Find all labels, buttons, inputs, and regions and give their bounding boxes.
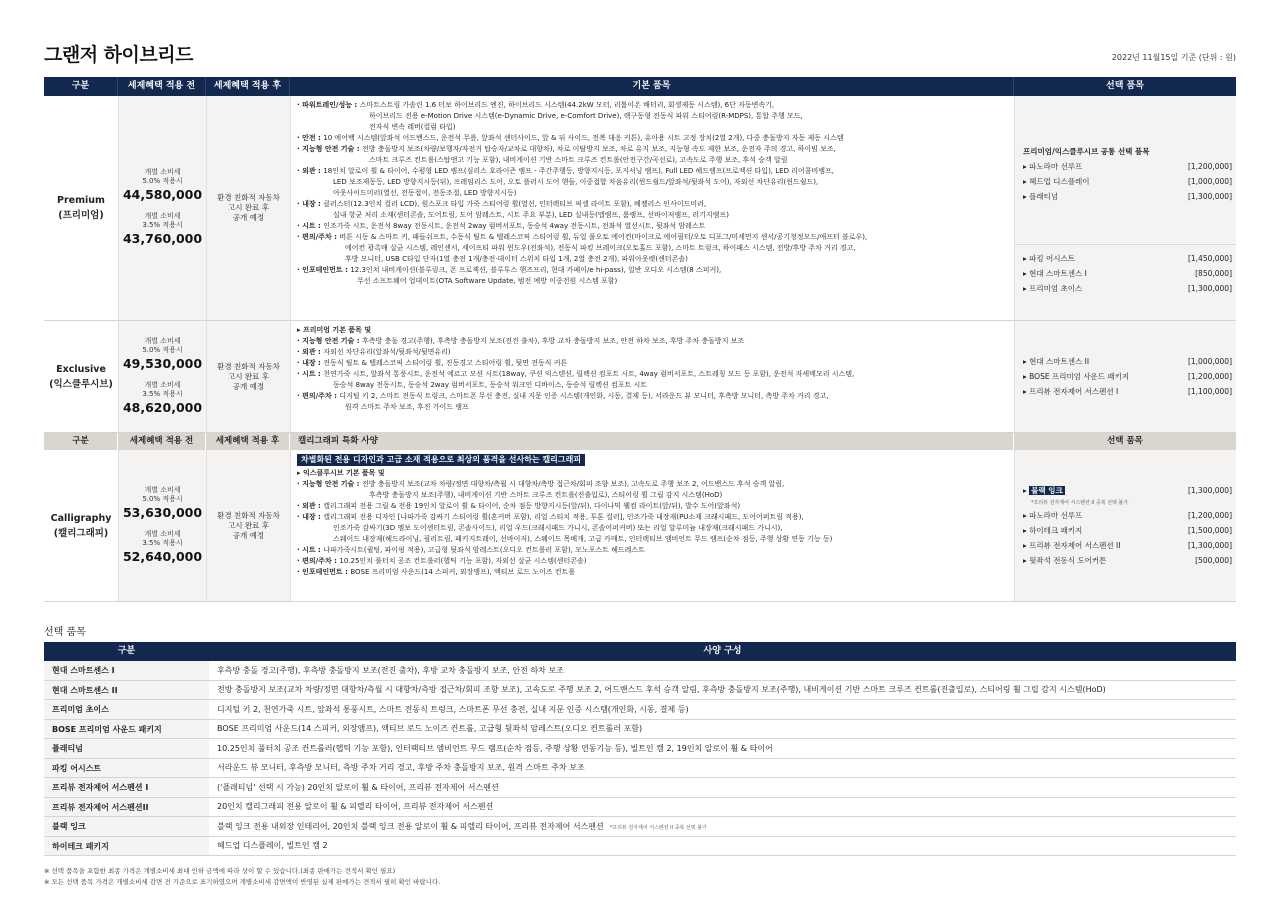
feature-line — [297, 232, 1008, 243]
options-table-header — [44, 642, 1236, 661]
feature-text: 디지털 키 2, 스마트 전동식 트렁크, 스마트폰 무선 충전, 실내 지문 인증 시스템(개인화, 시동, 결제 등), 서라운드 뷰 모니터, 후측방 모니터, 측방 주차 거리 경고, — [339, 392, 829, 400]
feature-line — [297, 501, 1008, 512]
trim-name: Calligraphy (캘리그래피) — [50, 512, 112, 539]
table-row — [44, 837, 1236, 857]
feature-line — [297, 325, 1008, 336]
feature-text: 스마트스트림 가솔린 1.6 터보 하이브리드 엔진, 하이브리드 시스템(44.2kW 모터, 리튬이온 배터리, 회생제동 시스템), 6단 자동변속기, — [359, 101, 775, 109]
header-basic: 기본 품목 — [290, 77, 1014, 96]
option-price: [1,300,000] — [1187, 541, 1232, 550]
feature-line — [297, 468, 1008, 479]
tax-label-35: 개별 소비세 3.5% 적용시 — [142, 529, 183, 547]
feature-line — [297, 391, 1008, 402]
tax-label-5: 개별 소비세 5.0% 적용시 — [142, 336, 183, 354]
feature-category: · 시트 : — [297, 222, 324, 230]
option-spec-text: 20인치 캘리그래피 전용 알로이 휠 & 피렐리 타이어, 프리뷰 전자제어 서스펜션 — [217, 802, 494, 812]
option-spec-text: 서라운드 뷰 모니터, 후측방 모니터, 측방 주차 거리 경고, 후방 주차 충돌방지 보조, 원격 스마트 주차 보조 — [217, 763, 585, 773]
feature-line — [297, 545, 1008, 556]
calligraphy-banner: 차별화된 전용 디자인과 고급 소재 적용으로 최상의 품격을 선사하는 캘리그래피 — [297, 454, 585, 466]
option-name: ▸ 하이테크 패키지 — [1023, 526, 1083, 535]
feature-category: · 안전 : — [297, 134, 324, 142]
feature-text: 실내 항균 처리 소재(센터콘솔, 도어트림, 도어 암레스트, 시트 주요 부분), LED 실내등(맵램프, 룸램프, 선바이저램프, 러기지램프) — [333, 211, 729, 219]
option-label: 프리뷰 전자제어 서스펜션 I — [44, 778, 209, 797]
option-spec-text: ('플래티넘' 선택 시 가능) 20인치 알로이 휠 & 타이어, 프리뷰 전자제어 서스펜션 — [217, 782, 499, 792]
feature-line — [297, 276, 1008, 287]
option-spec-text: 전방 충돌방지 보조(교차 차량/정면 대향차/측월 시 대향차/측방 접근차/회피 조향 보조), 고속도로 주행 보조 2, 어드밴스드 후석 승객 알림, 후측방 충돌방지 보조(주행), 내비게이션 기반 스마트 크루즈 컨트롤(진출입로), 스티어링 휠 그립 감지 시스템(HoD) — [217, 685, 1106, 695]
feature-text: 스마트 크루즈 컨트롤(스탑앤고 기능 포함), 내비게이션 기반 스마트 크루즈 컨트롤(안전구간/곡선로), 고속도로 주행 보조, 후석 승객 알림 — [369, 156, 788, 164]
option-item — [1023, 174, 1232, 189]
footnotes — [44, 866, 440, 888]
feature-text: 18인치 알로이 휠 & 타이어, 수평형 LED 램프(심리스 호라이즌 램프 - 주간주행등, 방향지시등, 포지셔닝 램프), Full LED 헤드램프(프로젝션 타입), LED 리어콤비램프, — [323, 167, 834, 175]
option-price: [1,300,000] — [1187, 192, 1232, 201]
option-name: ▸ 헤드업 디스플레이 — [1023, 177, 1090, 186]
option-item — [1023, 508, 1232, 523]
feature-line — [297, 122, 1008, 133]
feature-text: LED 보조제동등, LED 방향지시등(뒤), 프레임리스 도어, 오토 플러시 도어 핸들, 이중접합 차음유리(윈드쉴드/앞좌석/뒷좌석 도어), 자외선 차단유리(윈드쉴드), — [333, 178, 819, 186]
option-price: [1,000,000] — [1187, 357, 1232, 366]
feature-line — [297, 144, 1008, 155]
option-price: [1,300,000] — [1187, 486, 1232, 495]
feature-text: 버튼 시동 & 스마트 키, 패들쉬프트, 수동식 틸트 & 텔레스코픽 스티어링 휠, 듀얼 풀오토 에어컨(마이크로 에어필터/오토 디포그/미세먼지 센서/공기청정모드/애프터 블로우), — [339, 233, 868, 241]
option-spec-note: *프리뷰 전자제어 서스펜션 II 중복 선택 불가 — [609, 824, 707, 831]
feature-text: 클러스터(12.3인치 컬러 LCD), 원스포크 타입 가죽 스티어링 휠(열선, 인터랙티브 픽셀 라이트 포함), 베젤리스 인사이드미러, — [323, 200, 707, 208]
basic-features — [290, 450, 1014, 601]
footnote: ※ 모든 선택 품목 가격은 개별소비세 감면 전 기준으로 표기하였으며 개별소비세 감면액이 반영된 실제 판매가는 견적서 필히 확인 바랍니다. — [44, 878, 441, 886]
option-item — [1023, 189, 1232, 204]
feature-text: 스웨이드 내장재(헤드라이닝, 필러트림, 패키지트레이, 선바이저), 스웨이드 목베개, 고급 카매트, 인터랙티브 앰비언트 무드 램프(순차 점등, 주행 상황 연동 기능 등) — [333, 535, 833, 543]
option-label: 현대 스마트센스 II — [44, 681, 209, 700]
option-label: 파킹 어시스트 — [44, 759, 209, 778]
option-name: ▸ 현대 스마트센스 II — [1023, 357, 1090, 366]
options-section-title: 선택 품목 — [44, 627, 86, 638]
feature-category: · 내장 : — [297, 200, 324, 208]
cert-note: 환경 친화적 자동차 고시 완료 후 공개 예정 — [206, 321, 290, 432]
option-item — [1023, 483, 1232, 498]
feature-line — [297, 199, 1008, 210]
feature-text: 후측방 충돌 경고(주행), 후측방 충돌방지 보조(전진 출차), 후방 교차 충돌방지 보조, 안전 하차 보조, 후방 주차 충돌방지 보조 — [361, 337, 745, 345]
feature-category: · 인포테인먼트 : — [297, 568, 351, 576]
feature-line — [297, 556, 1008, 567]
options-spec-table — [44, 642, 1236, 856]
options-cell — [1014, 450, 1236, 601]
feature-text: 원격 스마트 주차 보조, 후진 가이드 램프 — [345, 403, 469, 411]
feature-category: · 지능형 안전 기술 : — [297, 145, 362, 153]
cert-note: 환경 친화적 자동차 고시 완료 후 공개 예정 — [206, 96, 290, 320]
option-item — [1023, 553, 1232, 568]
options-cell — [1014, 321, 1236, 432]
feature-category: · 파워트레인/성능 : — [297, 101, 360, 109]
option-name: ▸ 파노라마 선루프 — [1023, 511, 1083, 520]
option-spec-text: 디지털 키 2, 천연가죽 시트, 앞좌석 통풍시트, 스마트 전동식 트렁크, 스마트폰 무선 충전, 실내 지문 인증 시스템(개인화, 시동, 결제 등) — [217, 704, 689, 714]
table-row — [44, 817, 1236, 837]
option-label: 프리미엄 초이스 — [44, 700, 209, 719]
option-spec-text: 헤드업 디스플레이, 빌트인 캠 2 — [217, 841, 328, 851]
feature-line — [297, 100, 1008, 111]
feature-line — [297, 523, 1008, 534]
option-name: ▸ BOSE 프리미엄 사운드 패키지 — [1023, 372, 1130, 381]
basic-features — [290, 321, 1014, 432]
option-spec-text: 10.25인치 풀터치 공조 컨트롤러(햅틱 기능 포함), 인터랙티브 앰비언트 무드 램프(순차 점등, 주행 상황 연동기능 등), 빌트인 캠 2, 19인치 알로이 휠 & 타이어 — [217, 743, 773, 753]
table-row — [44, 778, 1236, 798]
price-cell — [118, 321, 206, 432]
options-group-title: 프리미엄/익스클루시브 공통 선택 품목 — [1023, 147, 1150, 156]
option-item — [1023, 159, 1232, 174]
option-price: [1,100,000] — [1187, 387, 1232, 396]
feature-category: · 외관 : — [297, 502, 324, 510]
option-item — [1023, 251, 1232, 266]
option-spec-text: 후측방 충돌 경고(주행), 후측방 충돌방지 보조(전진 출차), 후방 교차 충돌방지 보조, 안전 하차 보조 — [217, 665, 564, 675]
price-35: 48,620,000 — [122, 399, 203, 415]
price-cell — [118, 96, 206, 320]
option-note: *프리뷰 전자제어 서스펜션 II 중복 선택 불가 — [1031, 500, 1129, 506]
option-spec-text: 블랙 잉크 전용 내외장 인테리어, 20인치 블랙 잉크 전용 알로이 휠 & 피렐리 타이어, 프리뷰 전자제어 서스펜션 — [217, 821, 604, 831]
options-cell — [1014, 96, 1236, 320]
feature-text: 천연가죽 시트, 앞좌석 통풍시트, 운전석 에르고 모션 시트(18way, 쿠션 익스텐션, 릴렉션 컴포트 시트, 4way 럼버서포트, 스트레칭 모드 등 포함), 운전석 자세메모리 시스템, — [323, 370, 855, 378]
basic-features — [290, 96, 1014, 320]
option-item — [1023, 369, 1232, 384]
feature-text: 자외선 차단유리(앞좌석/뒷좌석/뒷면유리) — [323, 348, 451, 356]
feature-category: · 편의/주차 : — [297, 233, 340, 241]
option-item — [1023, 538, 1232, 553]
feature-category: · 지능형 안전 기술 : — [297, 337, 362, 345]
feature-text: 무선 소프트웨어 업데이트(OTA Software Update, 범전 예방 이중전원 시스템 포함) — [357, 277, 618, 285]
feature-line — [297, 347, 1008, 358]
feature-line — [297, 265, 1008, 276]
feature-text: 캘리그래피 전용 그릴 & 전용 19인치 알로이 휠 & 타이어, 순차 점등 방향지시등(앞/뒤), 다이나믹 웰컴 라이트(앞/뒤), 발수 도어(앞좌석) — [323, 502, 741, 510]
tax-label-35: 개별 소비세 3.5% 적용시 — [142, 380, 183, 398]
feature-line — [297, 534, 1008, 545]
header-options: 선택 품목 — [1106, 81, 1144, 91]
feature-text: 인조가죽 시트, 운전석 8way 전동시트, 운전석 2way 럼버서포트, 동승석 4way 전동시트, 전좌석 열선시트, 뒷좌석 암레스트 — [323, 222, 706, 230]
option-price: [1,200,000] — [1187, 372, 1232, 381]
table-row — [44, 700, 1236, 720]
option-price: [500,000] — [1195, 556, 1232, 565]
feature-category: · 인포테인먼트 : — [297, 266, 351, 274]
feature-text: 나파가죽시트(퀼팅, 파이핑 적용), 고급형 뒷좌석 암레스트(오디오 컨트롤러 포함), 모노포스트 헤드레스트 — [323, 546, 645, 554]
feature-text: 에어컨 광촉매 살균 시스템, 레인센서, 세이프티 파워 윈도우(전좌석), 전동식 파킹 브레이크(오토홀드 포함), 스마트 트렁크, 하이패스 시스템, 전방/후방 주차 거리 경고, — [345, 244, 856, 252]
option-label: 하이테크 패키지 — [44, 837, 209, 856]
option-prefix: ▸ — [1023, 486, 1030, 495]
feature-category: · 외관 : — [297, 348, 324, 356]
header-price-before: 세제혜택 적용 전 — [118, 77, 206, 96]
price-5: 44,580,000 — [122, 187, 203, 202]
table-row — [44, 759, 1236, 779]
header-price-before: 세제혜택 적용 전 — [118, 433, 206, 450]
price-table — [44, 77, 1236, 602]
option-spec-text: BOSE 프리미엄 사운드(14 스피커, 외장앰프), 액티브 로드 노이즈 컨트롤, 고급형 뒷좌석 암레스트(오디오 컨트롤러 포함) — [217, 724, 643, 734]
header-trim: 구분 — [44, 77, 118, 96]
option-item — [1023, 281, 1232, 296]
feature-text: BOSE 프리미엄 사운드(14 스피커, 외장앰프), 액티브 로드 노이즈 컨트롤 — [350, 568, 576, 576]
feature-text: 인조가죽 감싸기(3D 엠보 도어센터트림, 콘솔사이드), 리얼 우드(크래시패드 가니시, 콘솔어퍼커버) 또는 리얼 알루미늄 내장재(크래시패드 가니시), — [333, 524, 783, 532]
table-header — [44, 77, 1236, 96]
option-price: [1,450,000] — [1187, 254, 1232, 263]
feature-text: 전자식 변속 레버(컬럼 타입) — [369, 123, 456, 131]
option-price: [850,000] — [1195, 269, 1232, 278]
feature-category: ▸ 프리미엄 기본 품목 및 — [297, 326, 372, 334]
option-name: ▸ 파킹 어시스트 — [1023, 254, 1076, 263]
header-price-after: 세제혜택 적용 후 — [206, 433, 290, 450]
trim-row-calligraphy — [44, 450, 1236, 602]
price-5: 49,530,000 — [122, 355, 203, 371]
feature-text: 12.3인치 내비게이션(블루링크, 폰 프로젝션, 블루투스 핸즈프리, 현대 카페이/e hi-pass), 일반 오디오 시스템(8 스피커), — [350, 266, 722, 274]
option-item — [1023, 384, 1232, 399]
option-label: BOSE 프리미엄 사운드 패키지 — [44, 720, 209, 739]
feature-line — [297, 512, 1008, 523]
feature-line — [297, 402, 1008, 413]
table-row — [44, 720, 1236, 740]
table-row — [44, 739, 1236, 759]
header-trim: 구분 — [44, 433, 118, 450]
option-label: 플래티넘 — [44, 739, 209, 758]
price-35: 52,640,000 — [122, 548, 203, 564]
header-name: 구분 — [117, 646, 136, 656]
option-item — [1023, 354, 1232, 369]
header-options: 선택 품목 — [1107, 436, 1143, 446]
table-row — [44, 798, 1236, 818]
trim-row-exclusive — [44, 321, 1236, 433]
option-price: [1,200,000] — [1187, 511, 1232, 520]
feature-category: · 편의/주차 : — [297, 392, 340, 400]
footnote: ※ 선택 품목을 포함한 최종 가격은 개별소비세 최대 인하 금액에 따라 상이 할 수 있습니다.(최종 판매가는 견적서 확인 필요) — [44, 867, 396, 875]
feature-category: · 내장 : — [297, 359, 324, 367]
option-price: [1,300,000] — [1187, 284, 1232, 293]
option-spec — [209, 723, 1236, 734]
option-name: ▸ 프리뷰 전자제어 서스펜션 I — [1023, 387, 1119, 396]
option-name: ▸ 플래티넘 — [1023, 192, 1059, 201]
option-spec — [209, 743, 1236, 754]
feature-text: 10.25인치 풀터치 공조 컨트롤러(햅틱 기능 포함), 자외선 살균 시스템(센터콘솔) — [339, 557, 587, 565]
price-date: 2022년 11월15일 기준 (단위 : 원) — [1111, 53, 1236, 62]
feature-line — [297, 358, 1008, 369]
option-spec — [209, 840, 1236, 851]
tax-label-35: 개별 소비세 3.5% 적용시 — [142, 212, 183, 229]
option-item — [1023, 523, 1232, 538]
table-row — [44, 661, 1236, 681]
option-label: 현대 스마트센스 I — [44, 661, 209, 680]
feature-text: 동승석 8way 전동시트, 동승석 2way 럼버서포트, 동승석 워크인 디바이스, 동승석 릴렉션 컴포트 시트 — [333, 381, 648, 389]
feature-category: · 지능형 안전 기술 : — [297, 480, 362, 488]
price-cell — [118, 450, 206, 601]
feature-category: ▸ 익스클루시브 기본 품목 및 — [297, 469, 385, 477]
feature-text: 전동식 틸트 & 텔레스코픽 스티어링 휠, 진동경고 스티어링 휠, 뒷면 전동식 커튼 — [323, 359, 568, 367]
feature-line — [297, 133, 1008, 144]
feature-text: 후측방 충돌방지 보조(주행), 내비게이션 기반 스마트 크루즈 컨트롤(진출입로), 스티어링 휠 그립 감지 시스템(HoD) — [369, 491, 723, 499]
option-label: 프리뷰 전자제어 서스펜션II — [44, 798, 209, 817]
feature-text: 아웃사이드미러(열선, 전동접이, 전동조절, LED 방향지시등) — [333, 189, 517, 197]
feature-line — [297, 380, 1008, 391]
option-spec — [209, 782, 1236, 793]
feature-text: 10 에어백 시스템(앞좌석 어드밴스드, 운전석 무릎, 앞좌석 센터사이드, 앞 & 뒤 사이드, 전복 대응 커튼), 유아용 시트 고정 장치(2열 2개), 다중 충돌방지 자동 제동 시스템 — [323, 134, 844, 142]
option-name-highlight: 블랙 잉크 — [1031, 486, 1063, 495]
option-name: ▸ 뒷좌석 전동식 도어커튼 — [1023, 556, 1107, 565]
header-calligraphy: 캘리그래피 특화 사양 — [290, 433, 1014, 450]
feature-line — [297, 254, 1008, 265]
trim-name: Exclusive (익스클루시브) — [49, 363, 113, 390]
feature-category: · 내장 : — [297, 513, 324, 521]
feature-category: · 외관 : — [297, 167, 324, 175]
option-spec — [209, 704, 1236, 715]
feature-text: 전방 충돌방지 보조(교차 차량/정면 대향차/측월 시 대향차/측방 접근차/회피 조향 보조), 고속도로 주행 보조 2, 어드밴스드 후석 승객 알림, — [361, 480, 785, 488]
cert-note: 환경 친화적 자동차 고시 완료 후 공개 예정 — [206, 450, 290, 601]
option-spec — [209, 665, 1236, 676]
feature-line — [297, 166, 1008, 177]
option-name: ▸ 프리미엄 초이스 — [1023, 284, 1083, 293]
feature-line — [297, 111, 1008, 122]
option-price: [1,000,000] — [1187, 177, 1232, 186]
option-spec — [209, 684, 1236, 695]
feature-text: 전방 충돌방지 보조(차량/보행자/자전거 탑승자/교차로 대향차), 차로 이탈방지 보조, 차로 유지 보조, 지능형 속도 제한 보조, 운전자 주의 경고, 하이빔 보조, — [361, 145, 836, 153]
feature-line — [297, 369, 1008, 380]
option-name: ▸ 프리뷰 전자제어 서스펜션 II — [1023, 541, 1121, 550]
feature-category: · 시트 : — [297, 546, 324, 554]
feature-category: · 편의/주차 : — [297, 557, 340, 565]
feature-line — [297, 188, 1008, 199]
option-item — [1023, 266, 1232, 281]
option-name: ▸ 현대 스마트센스 I — [1023, 269, 1087, 278]
trim-row-premium — [44, 96, 1236, 321]
table-subheader — [44, 433, 1236, 450]
feature-line — [297, 479, 1008, 490]
page-title: 그랜저 하이브리드 — [44, 44, 193, 66]
feature-line — [297, 567, 1008, 578]
feature-text: 캘리그래피 전용 디자인 [나파가죽 감싸기 스티어링 휠(혼커버 포함), 리얼 스티치 적용, 투톤 컬러], 인조가죽 내장재(PU소재 크래시패드, 도어어퍼트림 적용), — [323, 513, 804, 521]
tax-label-5: 개별 소비세 5.0% 적용시 — [142, 168, 183, 185]
option-name: ▸ 파노라마 선루프 — [1023, 162, 1083, 171]
feature-line — [297, 210, 1008, 221]
price-35: 43,760,000 — [122, 231, 203, 246]
header-price-after: 세제혜택 적용 후 — [206, 77, 290, 96]
feature-line — [297, 336, 1008, 347]
feature-line — [297, 155, 1008, 166]
option-spec — [209, 762, 1236, 773]
option-spec — [209, 801, 1236, 812]
option-price: [1,200,000] — [1187, 162, 1232, 171]
feature-line — [297, 490, 1008, 501]
option-spec — [209, 821, 1236, 832]
table-row — [44, 681, 1236, 701]
tax-label-5: 개별 소비세 5.0% 적용시 — [142, 485, 183, 503]
header-spec: 사양 구성 — [703, 646, 742, 656]
option-label: 블랙 잉크 — [44, 817, 209, 836]
feature-text: 후방 모니터, USB C타입 단자(1열 충전 1개/충전·데이터 스위치 타입 1개, 2열 충전 2개), 파워아웃렛(센터콘솔) — [345, 255, 688, 263]
trim-name: Premium (프리미엄) — [57, 195, 105, 221]
price-5: 53,630,000 — [122, 504, 203, 520]
feature-line — [297, 221, 1008, 232]
feature-line — [297, 177, 1008, 188]
option-price: [1,500,000] — [1187, 526, 1232, 535]
feature-line — [297, 243, 1008, 254]
feature-category: · 시트 : — [297, 370, 324, 378]
feature-text: 하이브리드 전용 e-Motion Drive 시스템(e-Dynamic Drive, e-Comfort Drive), 랙구동형 전동식 파워 스티어링(R-MDPS), 통합 주행 모드, — [369, 112, 803, 120]
